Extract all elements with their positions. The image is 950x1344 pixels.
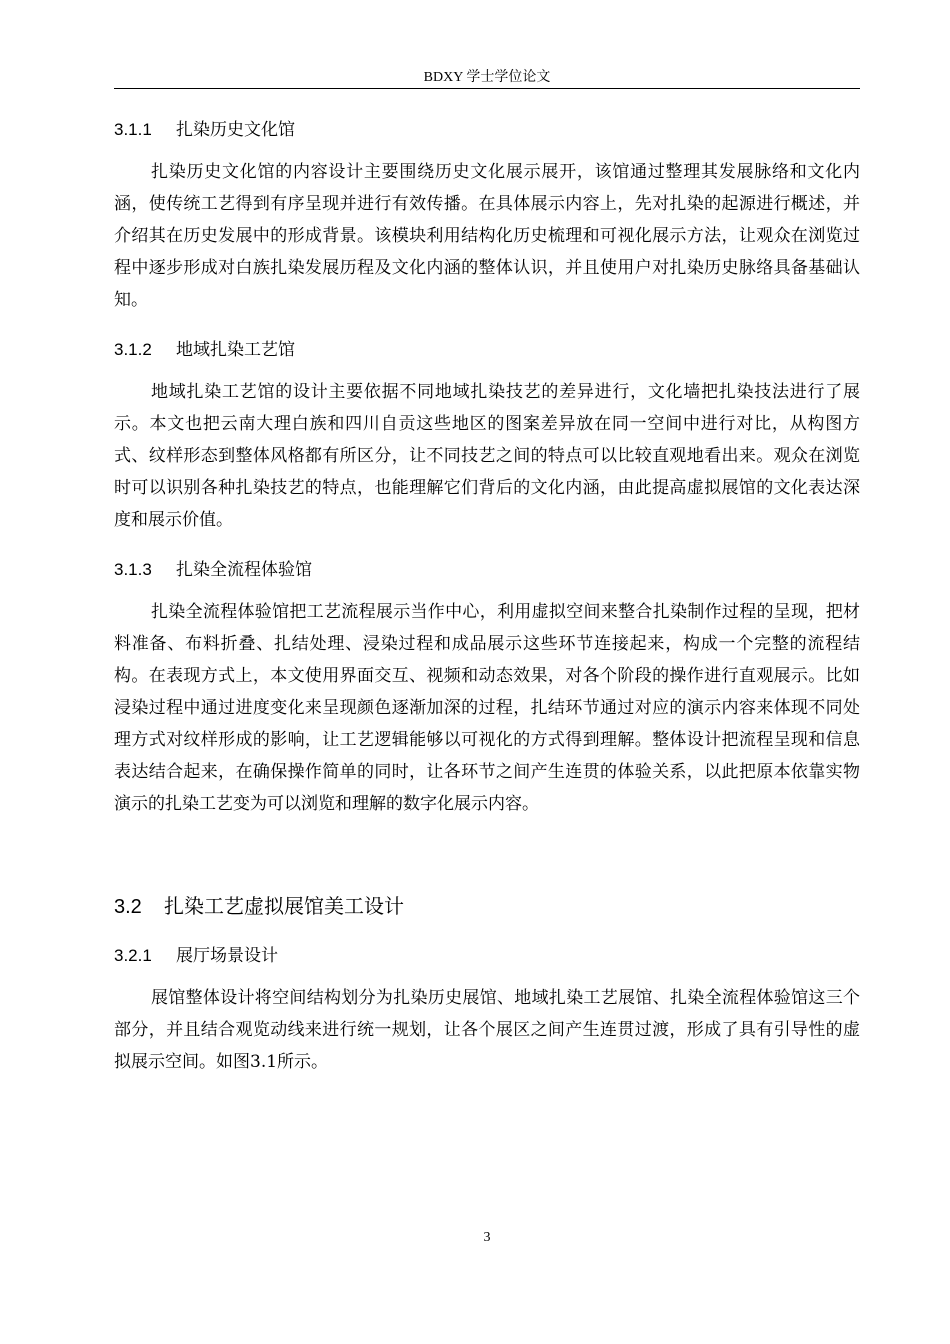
section-title: 扎染工艺虚拟展馆美工设计 xyxy=(164,894,404,918)
section-number: 3.1.2 xyxy=(114,340,152,359)
section-number: 3.2 xyxy=(114,896,142,918)
section-number: 3.2.1 xyxy=(114,946,152,965)
paragraph-3-1-3: 扎染全流程体验馆把工艺流程展示当作中心，利用虚拟空间来整合扎染制作过程的呈现，把材料准备、布料折叠、扎结处理、浸染过程和成品展示这些环节连接起来，构成一个完整的流程结构。在表现方式上，本文使用界面交互、视频和动态效果，对各个阶段的操作进行直观展示。比如浸染过程中通过进度变化来呈现颜色逐渐加深的过程，扎结环节通过对应的演示内容来体现不同处理方式对纹样形成的影响，让工艺逻辑能够以可视化的方式得到理解。整体设计把流程呈现和信息表达结合起来，在确保操作简单的同时，让各环节之间产生连贯的体验关系，以此把原本依靠实物演示的扎染工艺变为可以浏览和理解的数字化展示内容。 xyxy=(114,602,860,814)
header-divider xyxy=(114,88,860,89)
section-heading-3-2-1 xyxy=(114,944,278,968)
section-heading-3-2 xyxy=(114,892,404,921)
section-number: 3.1.1 xyxy=(114,120,152,139)
paragraph-3-1-2: 地域扎染工艺馆的设计主要依据不同地域扎染技艺的差异进行，文化墙把扎染技法进行了展示。本文也把云南大理白族和四川自贡这些地区的图案差异放在同一空间中进行对比，从构图方式、纹样形态到整体风格都有所区分，让不同技艺之间的特点可以比较直观地看出来。观众在浏览时可以识别各种扎染技艺的特点，也能理解它们背后的文化内涵，由此提高虚拟展馆的文化表达深度和展示价值。 xyxy=(114,382,860,530)
section-title: 扎染全流程体验馆 xyxy=(176,560,312,580)
page-number: 3 xyxy=(483,1230,491,1245)
section-heading-3-1-2 xyxy=(114,338,295,362)
page-header: BDXY 学士学位论文 xyxy=(423,70,551,85)
section-title: 展厅场景设计 xyxy=(176,946,278,966)
section-title: 地域扎染工艺馆 xyxy=(176,340,295,360)
section-heading-3-1-3 xyxy=(114,558,312,582)
section-title: 扎染历史文化馆 xyxy=(176,120,295,140)
section-heading-3-1-1 xyxy=(114,118,295,142)
section-number: 3.1.3 xyxy=(114,560,152,579)
paragraph-3-2-1: 展馆整体设计将空间结构划分为扎染历史展馆、地域扎染工艺展馆、扎染全流程体验馆这三个部分，并且结合观览动线来进行统一规划，让各个展区之间产生连贯过渡，形成了具有引导性的虚拟展示空间。如图3.1所示。 xyxy=(114,988,860,1072)
paragraph-3-1-1: 扎染历史文化馆的内容设计主要围绕历史文化展示展开，该馆通过整理其发展脉络和文化内涵，使传统工艺得到有序呈现并进行有效传播。在具体展示内容上，先对扎染的起源进行概述，并介绍其在历史发展中的形成背景。该模块利用结构化历史梳理和可视化展示方法，让观众在浏览过程中逐步形成对白族扎染发展历程及文化内涵的整体认识，并且使用户对扎染历史脉络具备基础认知。 xyxy=(114,162,860,310)
